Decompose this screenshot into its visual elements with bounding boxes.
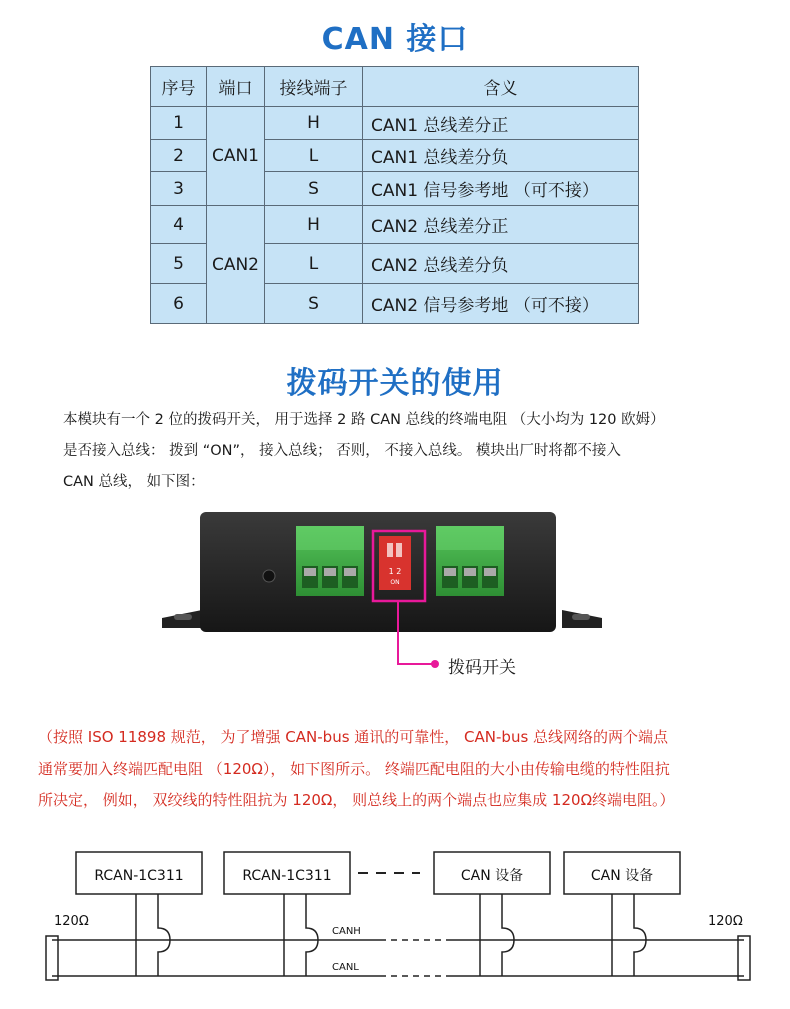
can-interface-title: CAN 接口: [321, 22, 469, 57]
callout-leader: [390, 598, 450, 670]
table-header-row: [151, 67, 639, 107]
callout-dot: [431, 660, 439, 668]
row-no: 6: [151, 284, 207, 324]
left-terminal-block: [296, 526, 364, 596]
right-terminal-block: [436, 526, 504, 596]
canh-label: CANH: [332, 926, 361, 937]
canl-label: CANL: [332, 962, 359, 973]
row-terminal: S: [265, 284, 363, 324]
row-no: 1: [151, 107, 207, 140]
port-cell-can2: CAN2: [207, 206, 265, 324]
dip-switch-description: [63, 405, 743, 498]
row-no: 4: [151, 206, 207, 244]
termination-note: [38, 722, 758, 817]
header-meaning: 含义: [363, 67, 639, 107]
row-meaning: CAN2 信号参考地 （可不接）: [363, 284, 639, 324]
port-cell-can1: CAN1: [207, 107, 265, 206]
row-meaning: CAN2 总线差分负: [363, 244, 639, 284]
row-terminal: H: [265, 206, 363, 244]
can-bus-diagram: [40, 840, 760, 1000]
paragraph-line: 本模块有一个 2 位的拨码开关， 用于选择 2 路 CAN 总线的终端电阻 （大小均为 120 欧姆）: [63, 412, 665, 428]
left-resistor: [46, 936, 58, 980]
table-row: [151, 206, 639, 244]
dip-numbers: 1 2: [388, 567, 402, 576]
node-label: CAN 设备: [590, 868, 654, 884]
dip-switch-title: 拨码开关的使用: [286, 366, 504, 401]
row-no: 3: [151, 172, 207, 206]
note-line: （按照 ISO 11898 规范， 为了增强 CAN-bus 通讯的可靠性， CAN-bus 总线网络的两个端点: [38, 728, 669, 746]
paragraph-line: 是否接入总线： 拨到 “ON”， 接入总线； 否则， 不接入总线。 模块出厂时将都不接入: [63, 443, 621, 459]
row-meaning: CAN1 总线差分负: [363, 140, 639, 172]
led-hole: [263, 570, 275, 582]
dip-switch: [379, 536, 411, 590]
row-no: 2: [151, 140, 207, 172]
node-label: RCAN-1C311: [94, 868, 184, 884]
left-resistor-label: 120Ω: [54, 914, 89, 929]
header-no: 序号: [151, 67, 207, 107]
dip-on-mark: ON: [390, 579, 400, 586]
table-row: [151, 107, 639, 140]
row-meaning: CAN2 总线差分正: [363, 206, 639, 244]
row-terminal: L: [265, 140, 363, 172]
right-resistor-label: 120Ω: [708, 914, 743, 929]
paragraph-line: CAN 总线， 如下图：: [63, 474, 205, 490]
header-port: 端口: [207, 67, 265, 107]
device-photo: [162, 510, 602, 650]
note-line: 所决定， 例如， 双绞线的特性阻抗为 120Ω， 则总线上的两个端点也应集成 120Ω终端电阻。）: [38, 791, 675, 809]
right-resistor: [738, 936, 750, 980]
row-terminal: L: [265, 244, 363, 284]
header-terminal: 接线端子: [265, 67, 363, 107]
row-meaning: CAN1 总线差分正: [363, 107, 639, 140]
row-no: 5: [151, 244, 207, 284]
node-label: RCAN-1C311: [242, 868, 332, 884]
node-label: CAN 设备: [460, 868, 524, 884]
row-meaning: CAN1 信号参考地 （可不接）: [363, 172, 639, 206]
dip-switch-callout: 拨码开关: [448, 658, 516, 678]
pin-table: [150, 66, 639, 324]
row-terminal: S: [265, 172, 363, 206]
note-line: 通常要加入终端匹配电阻 （120Ω）， 如下图所示。 终端匹配电阻的大小由传输电缆的特性阻抗: [38, 759, 670, 778]
row-terminal: H: [265, 107, 363, 140]
